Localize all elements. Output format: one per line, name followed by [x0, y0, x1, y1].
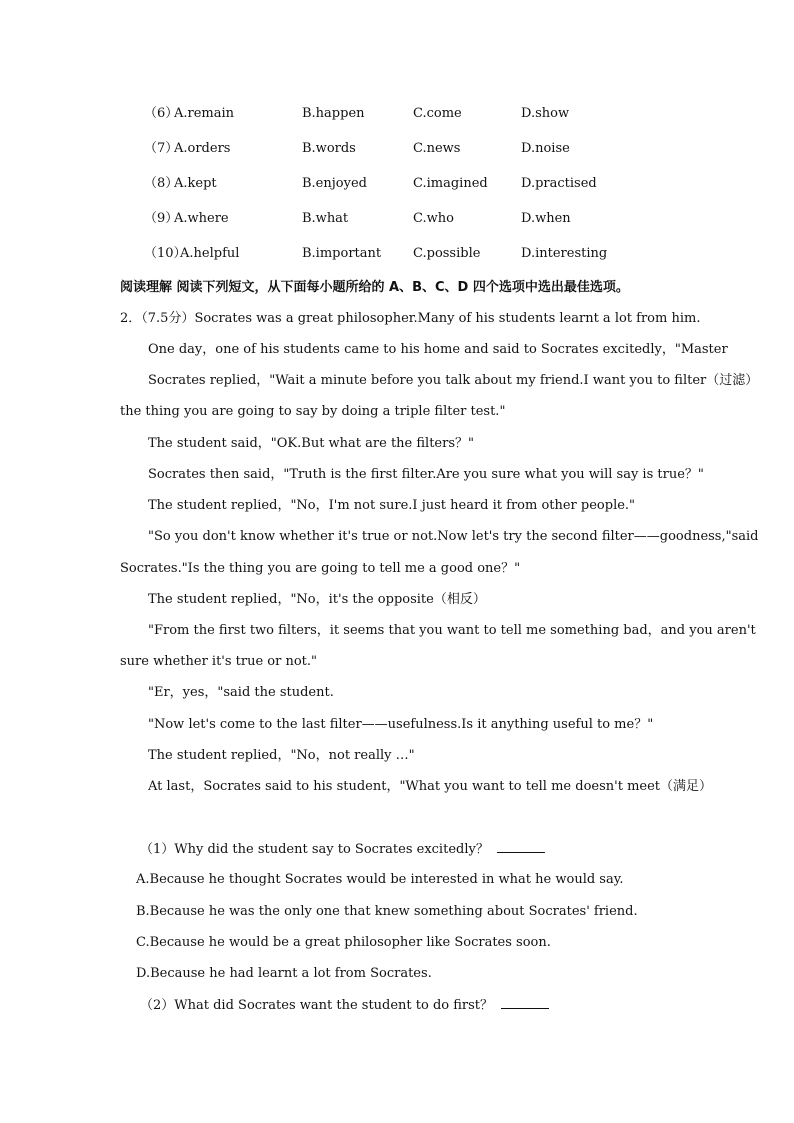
passage-line: At last，Socrates said to his student，"What you want to tell me doesn't meet（满足） — [148, 779, 713, 794]
passage-line: The student replied，"No，not really …" — [148, 748, 415, 763]
option-d: D.show — [521, 106, 570, 121]
option-row-7 — [0, 140, 794, 158]
option-number: （8） — [144, 176, 179, 191]
option-d: D.noise — [521, 141, 570, 156]
passage-line: The student said，"OK.But what are the filters？" — [148, 436, 474, 451]
option-d: D.when — [521, 211, 571, 226]
option-c: C.come — [413, 106, 462, 121]
passage-line: Socrates."Is the thing you are going to tell me a good one？" — [120, 561, 521, 576]
passage-line: sure whether it's true or not." — [120, 654, 318, 669]
option-a: A.orders — [174, 141, 231, 156]
passage-line: the thing you are going to say by doing a triple filter test." — [120, 404, 506, 419]
option-c: C.who — [413, 211, 454, 226]
option-b: B.words — [302, 141, 356, 156]
passage-line: The student replied，"No，it's the opposite（相反） — [148, 592, 486, 607]
option-number: （9） — [144, 211, 179, 226]
option-c: C.possible — [413, 246, 481, 261]
option-row-8 — [0, 175, 794, 193]
option-a: A.kept — [174, 176, 217, 191]
question-2 — [140, 996, 549, 1015]
option-a: A.remain — [174, 106, 235, 121]
option-b: B.what — [302, 211, 349, 226]
passage-line: Socrates replied，"Wait a minute before you talk about my friend.I want you to filter（过滤） — [148, 373, 759, 388]
option-number: （10） — [144, 246, 187, 261]
option-row-10 — [0, 245, 794, 263]
option-c: C.imagined — [413, 176, 488, 191]
question-1 — [140, 840, 545, 859]
option-number: （7） — [144, 141, 179, 156]
answer-blank[interactable] — [501, 996, 549, 1009]
passage-line: "So you don't know whether it's true or not.Now let's try the second filter——goodness,"said — [148, 529, 759, 544]
passage-line: "Now let's come to the last filter——usefulness.Is it anything useful to me？" — [148, 717, 654, 732]
choice-b: B.Because he was the only one that knew something about Socrates' friend. — [136, 904, 638, 919]
question-stem: （1）Why did the student say to Socrates excitedly？ — [140, 842, 489, 857]
option-row-6 — [0, 105, 794, 123]
option-row-9 — [0, 210, 794, 228]
section-heading: 阅读理解 阅读下列短文，从下面每小题所给的 A、B、C、D 四个选项中选出最佳选项。 — [120, 280, 629, 295]
option-a: A.helpful — [180, 246, 240, 261]
option-b: B.enjoyed — [302, 176, 367, 191]
question-stem: （2）What did Socrates want the student to do first？ — [140, 998, 494, 1013]
passage-line: Socrates then said，"Truth is the first filter.Are you sure what you will say is true？" — [148, 467, 704, 482]
option-d: D.interesting — [521, 246, 608, 261]
choice-c: C.Because he would be a great philosopher like Socrates soon. — [136, 935, 551, 950]
option-d: D.practised — [521, 176, 597, 191]
passage-intro: 2．（7.5分）Socrates was a great philosopher.Many of his students learnt a lot from him. — [120, 311, 701, 326]
answer-blank[interactable] — [497, 840, 545, 853]
option-number: （6） — [144, 106, 179, 121]
passage-line: "Er，yes，"said the student. — [148, 685, 334, 700]
choice-a: A.Because he thought Socrates would be interested in what he would say. — [136, 872, 624, 887]
passage-line: The student replied，"No，I'm not sure.I just heard it from other people." — [148, 498, 636, 513]
option-b: B.happen — [302, 106, 365, 121]
option-c: C.news — [413, 141, 461, 156]
option-a: A.where — [174, 211, 229, 226]
option-b: B.important — [302, 246, 382, 261]
passage-line: One day，one of his students came to his home and said to Socrates excitedly，"Master — [148, 342, 728, 357]
choice-d: D.Because he had learnt a lot from Socrates. — [136, 966, 432, 981]
passage-line: "From the first two filters，it seems that you want to tell me something bad，and you aren't — [148, 623, 756, 638]
